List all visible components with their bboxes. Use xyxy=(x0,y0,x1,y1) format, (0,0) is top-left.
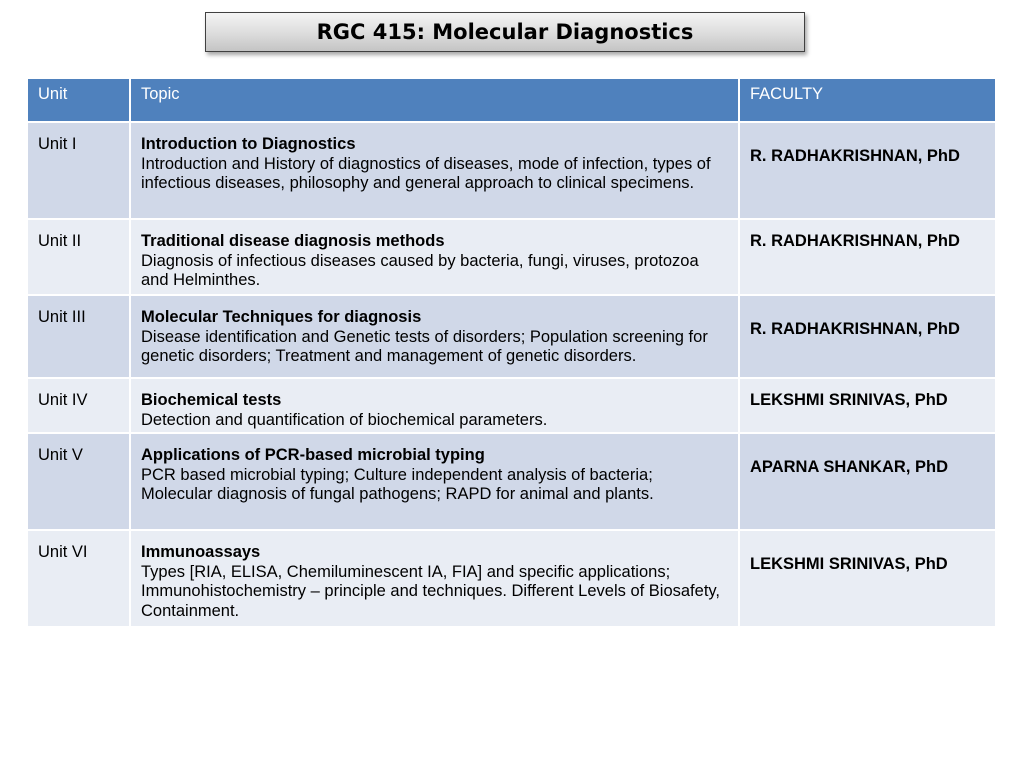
header-topic: Topic xyxy=(130,78,739,122)
unit-cell: Unit I xyxy=(27,122,130,219)
table-row xyxy=(27,295,996,378)
table-row xyxy=(27,378,996,433)
topic-description: Types [RIA, ELISA, Chemiluminescent IA, FIA] and specific applications; Immunohistochemistry – principle and techniques. Different Levels of Biosafety, Containment. xyxy=(141,562,721,620)
topic-cell xyxy=(130,295,739,378)
faculty-cell: LEKSHMI SRINIVAS, PhD xyxy=(739,378,996,433)
page-title: RGC 415: Molecular Diagnostics xyxy=(316,20,694,44)
faculty-cell: R. RADHAKRISHNAN, PhD xyxy=(739,219,996,295)
topic-description: Diagnosis of infectious diseases caused by bacteria, fungi, viruses, protozoa and Helminthes. xyxy=(141,251,699,289)
topic-title: Biochemical tests xyxy=(141,391,282,409)
topic-cell xyxy=(130,433,739,530)
topic-title: Molecular Techniques for diagnosis xyxy=(141,308,422,326)
unit-cell: Unit II xyxy=(27,219,130,295)
topic-title: Introduction to Diagnostics xyxy=(141,135,356,153)
topic-cell xyxy=(130,530,739,627)
topic-description: PCR based microbial typing; Culture independent analysis of bacteria; Molecular diagnosis of fungal pathogens; RAPD for animal and plants. xyxy=(141,465,654,503)
unit-cell: Unit IV xyxy=(27,378,130,433)
header-unit: Unit xyxy=(27,78,130,122)
table-row xyxy=(27,433,996,530)
faculty-cell: APARNA SHANKAR, PhD xyxy=(739,433,996,530)
topic-description: Disease identification and Genetic tests of disorders; Population screening for genetic disorders; Treatment and management of genetic disorders. xyxy=(141,327,708,365)
header-faculty: FACULTY xyxy=(739,78,996,122)
topic-title: Traditional disease diagnosis methods xyxy=(141,232,445,250)
topic-cell xyxy=(130,122,739,219)
topic-title: Immunoassays xyxy=(141,543,261,561)
table-row xyxy=(27,219,996,295)
unit-cell: Unit VI xyxy=(27,530,130,627)
topic-cell xyxy=(130,378,739,433)
unit-cell: Unit V xyxy=(27,433,130,530)
topic-cell xyxy=(130,219,739,295)
unit-cell: Unit III xyxy=(27,295,130,378)
topic-description: Detection and quantification of biochemical parameters. xyxy=(141,410,548,429)
faculty-cell: R. RADHAKRISHNAN, PhD xyxy=(739,122,996,219)
faculty-cell: LEKSHMI SRINIVAS, PhD xyxy=(739,530,996,627)
topic-description: Introduction and History of diagnostics of diseases, mode of infection, types of infectious diseases, philosophy and general approach to clinical specimens. xyxy=(141,154,711,192)
syllabus-table xyxy=(26,77,997,628)
table-header-row xyxy=(27,78,996,122)
title-box xyxy=(205,12,805,52)
table-row xyxy=(27,530,996,627)
table-row xyxy=(27,122,996,219)
faculty-cell: R. RADHAKRISHNAN, PhD xyxy=(739,295,996,378)
topic-title: Applications of PCR-based microbial typing xyxy=(141,446,485,464)
